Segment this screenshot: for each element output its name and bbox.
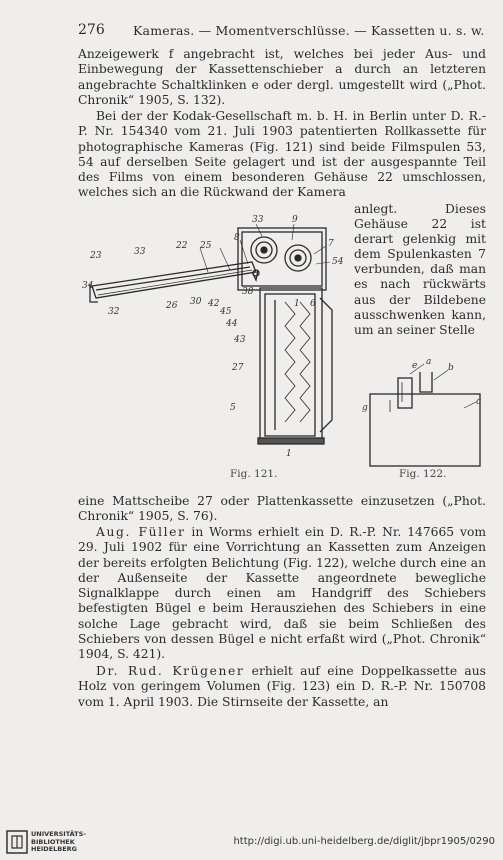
fig122-label: b	[448, 363, 454, 373]
fig121-label: 44	[226, 319, 238, 329]
fig121-label: 8	[234, 233, 240, 243]
fig122-label: g	[362, 403, 368, 413]
fig121-label: 33	[252, 215, 264, 225]
fig121-label: 1	[294, 299, 300, 309]
figure-122-drawing	[360, 358, 490, 468]
figure-122-caption: Fig. 122.	[399, 468, 447, 480]
person-name: Dr. Rud. Krügener	[96, 664, 245, 678]
paragraph-3-text: in Worms erhielt ein D. R.-P. Nr. 147665 vom 29. Juli 1902 für eine Vorrichtung an Kassetten zum Anzeigen der bereits erfolgten Belichtung (Fig. 122), welche durch eine an der Außenseite der Kassette angeordnete bewegliche Signalklappe durch einen am Handgriff des Schiebers befestigten Bügel e beim Herausziehen des Schiebers in eine solche Lage gebracht wird, daß sie beim Schließen des Schiebers von dessen Bügel e nicht erfaßt wird („Phot. Chronik“ 1904, S. 421).	[78, 525, 487, 662]
fig122-label: e	[412, 361, 418, 371]
paragraph-3	[78, 525, 486, 663]
figure-121-caption: Fig. 121.	[230, 468, 278, 480]
footer-bar	[0, 826, 503, 860]
source-url-link[interactable]: http://digi.ub.uni-heidelberg.de/diglit/jbpr1905/0290	[233, 836, 495, 847]
fig121-label: 32	[108, 307, 120, 317]
fig121-label: 34	[82, 281, 94, 291]
paragraph-2-continued: eine Mattscheibe 27 oder Plattenkassette einzusetzen („Phot. Chronik“ 1905, S. 76).	[78, 494, 486, 524]
fig121-label: 30	[190, 297, 202, 307]
paragraph-1: Anzeigewerk f angebracht ist, welches bei jeder Aus- und Einbewegung der Kassettenschieber a durch an letzteren angebrachte Schaltklinken e oder dergl. umgestellt wird („Phot. Chronik“ 1905, S. 132).	[78, 47, 486, 107]
library-name: UNIVERSITÄTS- BIBLIOTHEK HEIDELBERG	[31, 830, 86, 854]
fig122-label: a	[426, 358, 432, 367]
fig121-label: 9	[292, 215, 298, 225]
paragraph-4-text: erhielt auf eine Doppelkassette aus Holz von geringem Volumen (Fig. 123) ein D. R.-P. Nr. 150708 vom 1. April 1903. Die Stirnseite der Kassette, an	[78, 664, 486, 709]
fig121-label: 27	[232, 363, 244, 373]
fig121-label: 25	[200, 241, 212, 251]
fig121-label: 5	[230, 403, 236, 413]
fig121-label: 45	[220, 307, 232, 317]
fig121-label: 22	[176, 241, 188, 251]
fig122-label: c	[476, 397, 482, 407]
fig121-label: 23	[90, 251, 102, 261]
paragraph-2: Bei der der Kodak-Gesellschaft m. b. H. in Berlin unter D. R.-P. Nr. 154340 vom 21. Juli 1903 patentierten Rollkassette für photographische Kameras (Fig. 121) sind beide Filmspulen 53, 54 auf derselben Seite gelagert und ist der ausgespannte Teil des Films von einem besonderen Gehäuse 22 umschlossen, welches sich an die Rückwand der Kamera	[78, 109, 486, 200]
running-header	[78, 22, 486, 40]
paragraph-2-wrap: anlegt. Dieses Gehäuse 22 ist derart gelenkig mit dem Spulenkasten 7 verbunden, daß man es nach rückwärts aus der Bildebene ausschwenken kann, um an seiner Stelle	[354, 202, 486, 337]
running-title: Kameras. — Momentverschlüsse. — Kassetten u. s. w.	[133, 23, 485, 38]
fig121-label: 7	[328, 239, 334, 249]
fig121-label: 38	[242, 287, 254, 297]
figure-121-drawing	[80, 210, 350, 470]
fig121-label: 54	[332, 257, 344, 267]
fig121-label: 42	[208, 299, 220, 309]
page-number: 276	[78, 22, 105, 38]
fig121-label: 1	[286, 449, 292, 459]
person-name: Aug. Füller	[96, 525, 186, 539]
fig121-label: 26	[166, 301, 178, 311]
fig121-label: 43	[234, 335, 246, 345]
fig121-label: 33	[134, 247, 146, 257]
paragraph-4	[78, 664, 486, 710]
library-logo-icon	[6, 830, 28, 854]
fig121-label: 6	[310, 299, 316, 309]
